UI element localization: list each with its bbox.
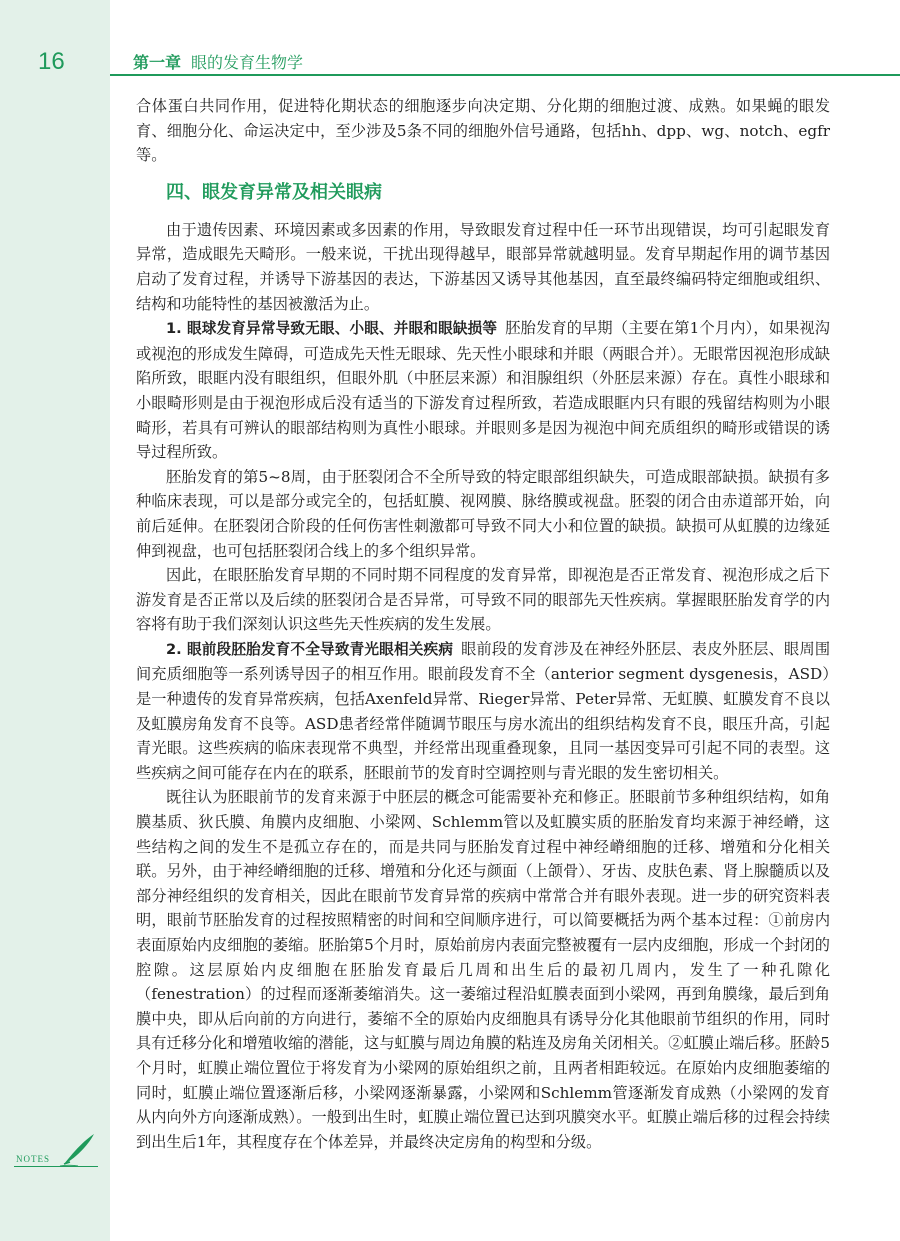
section-title: 四、眼发育异常及相关眼病 (166, 181, 382, 203)
left-sidebar (0, 0, 110, 1241)
chapter-header (133, 50, 303, 73)
chapter-title: 眼的发育生物学 (191, 53, 304, 72)
subsection-lead: 1. 眼球发育异常导致无眼、小眼、并眼和眼缺损等 (166, 320, 498, 338)
paragraph-text: 胚胎发育的早期（主要在第1个月内），如果视沟或视泡的形成发生障碍，可造成先天性无眼球、先天性小眼球和并眼（两眼合并）。无眼常因视泡形成缺陷所致，眼眶内没有眼组织，但眼外肌（中胚层来源）和泪腺组织（外胚层来源）存在。真性小眼球和小眼畸形则是由于视泡形成后没有适当的下游发育过程所致，若造成眼眶内只有眼的残留结构则为小眼畸形，若具有可辨认的眼部结构则为真性小眼球。并眼则多是因为视泡中间充质组织的畸形或错误的诱导过程所致。 (136, 319, 830, 462)
notes-label: NOTES (16, 1154, 50, 1164)
paragraph: 胚胎发育的第5~8周，由于胚裂闭合不全所导致的特定眼部组织缺失，可造成眼部缺损。缺损有多种临床表现，可以是部分或完全的，包括虹膜、视网膜、脉络膜或视盘。胚裂的闭合由赤道部开始，向前后延伸。在胚裂闭合阶段的任何伤害性刺激都可导致不同大小和位置的缺损。缺损可从虹膜的边缘延伸到视盘，也可包括胚裂闭合线上的多个组织异常。 (136, 467, 830, 560)
paragraph (136, 316, 830, 465)
pen-icon (58, 1132, 98, 1168)
paragraph: 由于遗传因素、环境因素或多因素的作用，导致眼发育过程中任一环节出现错误，均可引起眼发育异常，造成眼先天畸形。一般来说，干扰出现得越早，眼部异常就越明显。发育早期起作用的调节基因启动了发育过程，并诱导下游基因的表达，下游基因又诱导其他基因，直至最终编码特定细胞或组织、结构和功能特性的基因被激活为止。 (136, 220, 830, 313)
chapter-number: 第一章 (133, 53, 182, 72)
header-rule (110, 74, 900, 76)
subsection-lead: 2. 眼前段胚胎发育不全导致青光眼相关疾病 (166, 640, 454, 658)
paragraph: 既往认为胚眼前节的发育来源于中胚层的概念可能需要补充和修正。胚眼前节多种组织结构，如角膜基质、狄氏膜、角膜内皮细胞、小梁网、Schlemm管以及虹膜实质的胚胎发育均来源于神经嵴，这些结构之间的发生不是孤立存在的，而是共同与胚胎发育过程中神经嵴细胞的迁移、增殖和分化相关联。另外，由于神经嵴细胞的迁移、增殖和分化还与颜面（上颌骨）、牙齿、皮肤色素、肾上腺髓质以及部分神经组织的发育相关，因此在眼前节发育异常的疾病中常常合并有眼外表现。进一步的研究资料表明，眼前节胚胎发育的过程按照精密的时间和空间顺序进行，可以简要概括为两个基本过程：①前房内表面原始内皮细胞的萎缩。胚胎第5个月时，原始前房内表面完整被覆有一层内皮细胞，形成一个封闭的腔隙。这层原始内皮细胞在胚胎发育最后几周和出生后的最初几周内，发生了一种孔隙化（fenestration）的过程而逐渐萎缩消失。这一萎缩过程沿虹膜表面到小梁网，再到角膜缘，最后到角膜中央，即从后向前的方向进行，萎缩不全的原始内皮细胞具有诱导分化其他眼前节组织的作用，同时具有迁移分化和增殖收缩的潜能，这与虹膜与周边角膜的粘连及房角关闭相关。②虹膜止端后移。胚龄5个月时，虹膜止端位置位于将发育为小梁网的原始组织之前，且两者相距较远。在原始内皮细胞萎缩的同时，虹膜止端位置逐渐后移，小梁网逐渐暴露，小梁网和Schlemm管逐渐发育成熟（小梁网的发育从内向外方向逐渐成熟）。一般到出生时，虹膜止端位置已达到巩膜突水平。虹膜止端后移的过程会持续到出生后1年，其程度存在个体差异，并最终决定房角的构型和分级。 (136, 788, 830, 1151)
page-body (136, 94, 830, 1154)
paragraph: 合体蛋白共同作用，促进特化期状态的细胞逐步向决定期、分化期的细胞过渡、成熟。如果蝇的眼发育、细胞分化、命运决定中，至少涉及5条不同的细胞外信号通路，包括hh、dpp、wg、notch、egfr等。 (136, 97, 830, 165)
paragraph: 因此，在眼胚胎发育早期的不同时期不同程度的发育异常，即视泡是否正常发育、视泡形成之后下游发育是否正常以及后续的胚裂闭合是否异常，可导致不同的眼部先天性疾病。掌握眼胚胎发育学的内容将有助于我们深刻认识这些先天性疾病的发生发展。 (136, 566, 830, 634)
paragraph (136, 637, 830, 786)
paragraph-text: 眼前段的发育涉及在神经外胚层、表皮外胚层、眼周围间充质细胞等一系列诱导因子的相互作用。眼前段发育不全（anterior segment dysgenesis，ASD）是一种遗传的发育异常疾病，包括Axenfeld异常、Rieger异常、Peter异常、无虹膜、虹膜发育不良以及虹膜房角发育不良等。ASD患者经常伴随调节眼压与房水流出的组织结构发育不良，眼压升高，引起青光眼。这些疾病的临床表现常不典型，并经常出现重叠现象，且同一基因变异可引起不同的表型。这些疾病之间可能存在内在的联系，胚眼前节的发育时空调控则与青光眼的发生密切相关。 (136, 639, 831, 782)
page-number: 16 (38, 48, 65, 75)
notes-mark (14, 1132, 98, 1172)
